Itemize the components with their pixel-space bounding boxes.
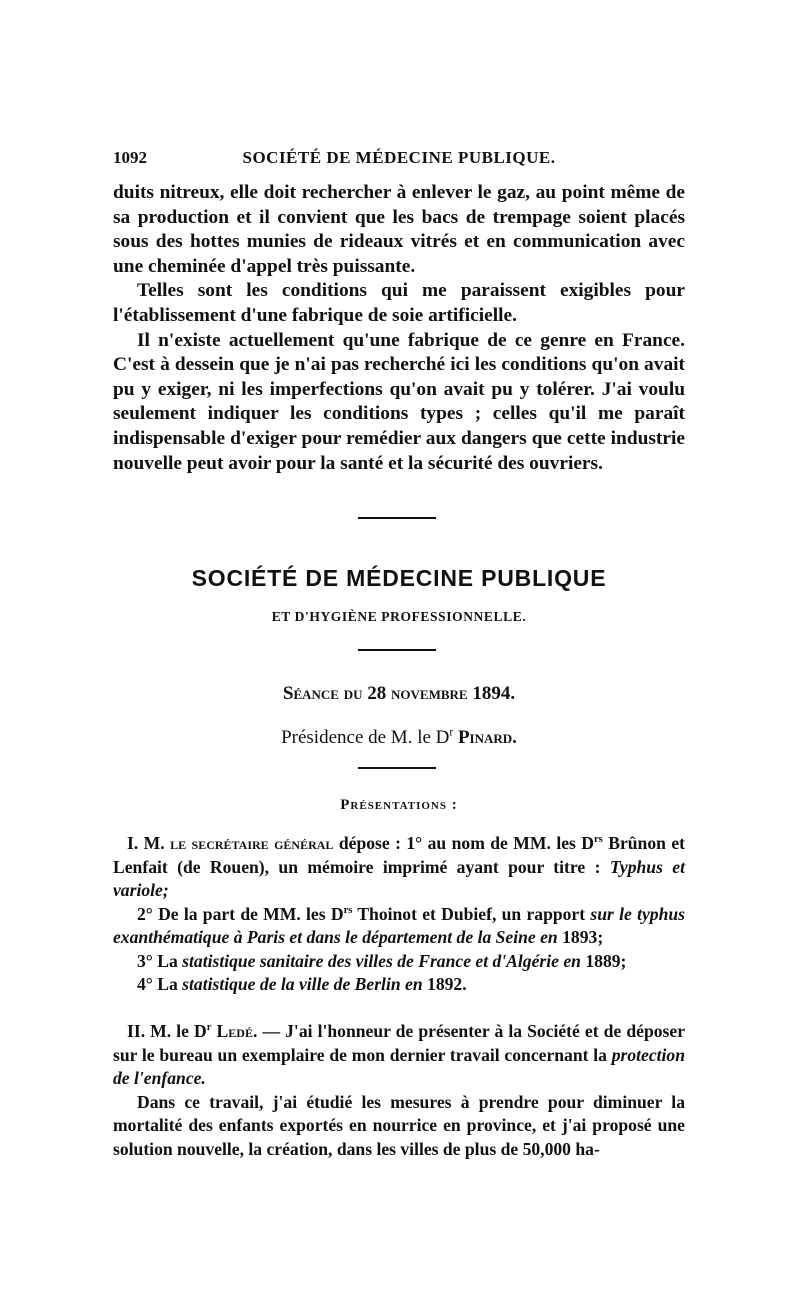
page-header (113, 148, 685, 172)
presidency-line (113, 727, 685, 749)
presentations-heading: Présentations : (340, 797, 458, 813)
paragraph-2: Telles sont les conditions qui me paraissent exigibles pour l'établissement d'une fabrique de soie artificielle. (113, 280, 685, 326)
item-ii-para-2: Dans ce travail, j'ai étudié les mesures à prendre pour diminuer la mortalité des enfants exportés en nourrice en province, et j'ai proposé une solution nouvelle, la création, dans les villes de plus de 50,000 ha- (113, 1091, 685, 1159)
session-year: 1894. (472, 683, 516, 704)
closing-text (113, 181, 685, 476)
presidency-sup: r (449, 726, 454, 739)
paragraph-1: duits nitreux, elle doit rechercher à enlever le gaz, au point même de sa production et il convient que les bacs de trempage soient placés sous des hottes munies de rideaux vitrés et en communication avec une cheminée d'appel très puissante. (113, 182, 685, 277)
session-day: 28 (367, 683, 387, 704)
presidency-prefix: Présidence de M. le D (281, 727, 450, 748)
divider-rule (358, 517, 436, 519)
item-3: 3° La statistique sanitaire des villes de France et d'Algérie en 1889; (137, 950, 627, 971)
session-date (113, 683, 685, 705)
divider-rule (358, 767, 436, 769)
divider-rule (358, 649, 436, 651)
running-title: SOCIÉTÉ DE MÉDECINE PUBLIQUE. (242, 148, 556, 167)
page-number: 1092 (113, 148, 147, 167)
session-month: novembre (391, 683, 468, 704)
president-name: Pinard. (457, 727, 517, 748)
session-prefix: Séance du (282, 683, 363, 704)
item-1: I. M. le secrétaire général dépose : 1° au nom de MM. les $D^{rs}$ Brûnon et Lenfait (de Rouen), un mémoire imprimé ayant pour titre : Typhus et variole; (113, 833, 685, 900)
section-subtitle: ET D'HYGIÈNE PROFESSIONNELLE. (271, 609, 527, 624)
item-ii-para-1: II. M. le $D^r$ Ledé. — J'ai l'honneur de présenter à la Société et de déposer sur le bureau un exemplaire de mon dernier travail concernant la protection de l'enfance. (113, 1021, 686, 1088)
paragraph-3: Il n'existe actuellement qu'une fabrique de ce genre en France. C'est à dessein que je n'ai pas recherché ici les conditions qu'on avait pu y exiger, ni les imperfections qu'on avait pu y tolérer. J'ai voulu seulement indiquer les conditions types ; celles qu'il me paraît indispensable d'exiger pour remédier aux dangers que cette industrie nouvelle peut avoir pour la santé et la sécurité des ouvriers. (113, 329, 685, 474)
item-2: 2° De la part de MM. les $D^{rs}$ Thoinot et Dubief, un rapport sur le typhus exanthématique à Paris et dans le département de la Seine en 1893; (113, 903, 685, 947)
section-title: SOCIÉTÉ DE MÉDECINE PUBLIQUE (191, 565, 607, 591)
item-ii (113, 1020, 685, 1161)
item-4: 4° La statistique de la ville de Berlin en 1892. (137, 974, 467, 994)
presentations-list (113, 832, 685, 997)
